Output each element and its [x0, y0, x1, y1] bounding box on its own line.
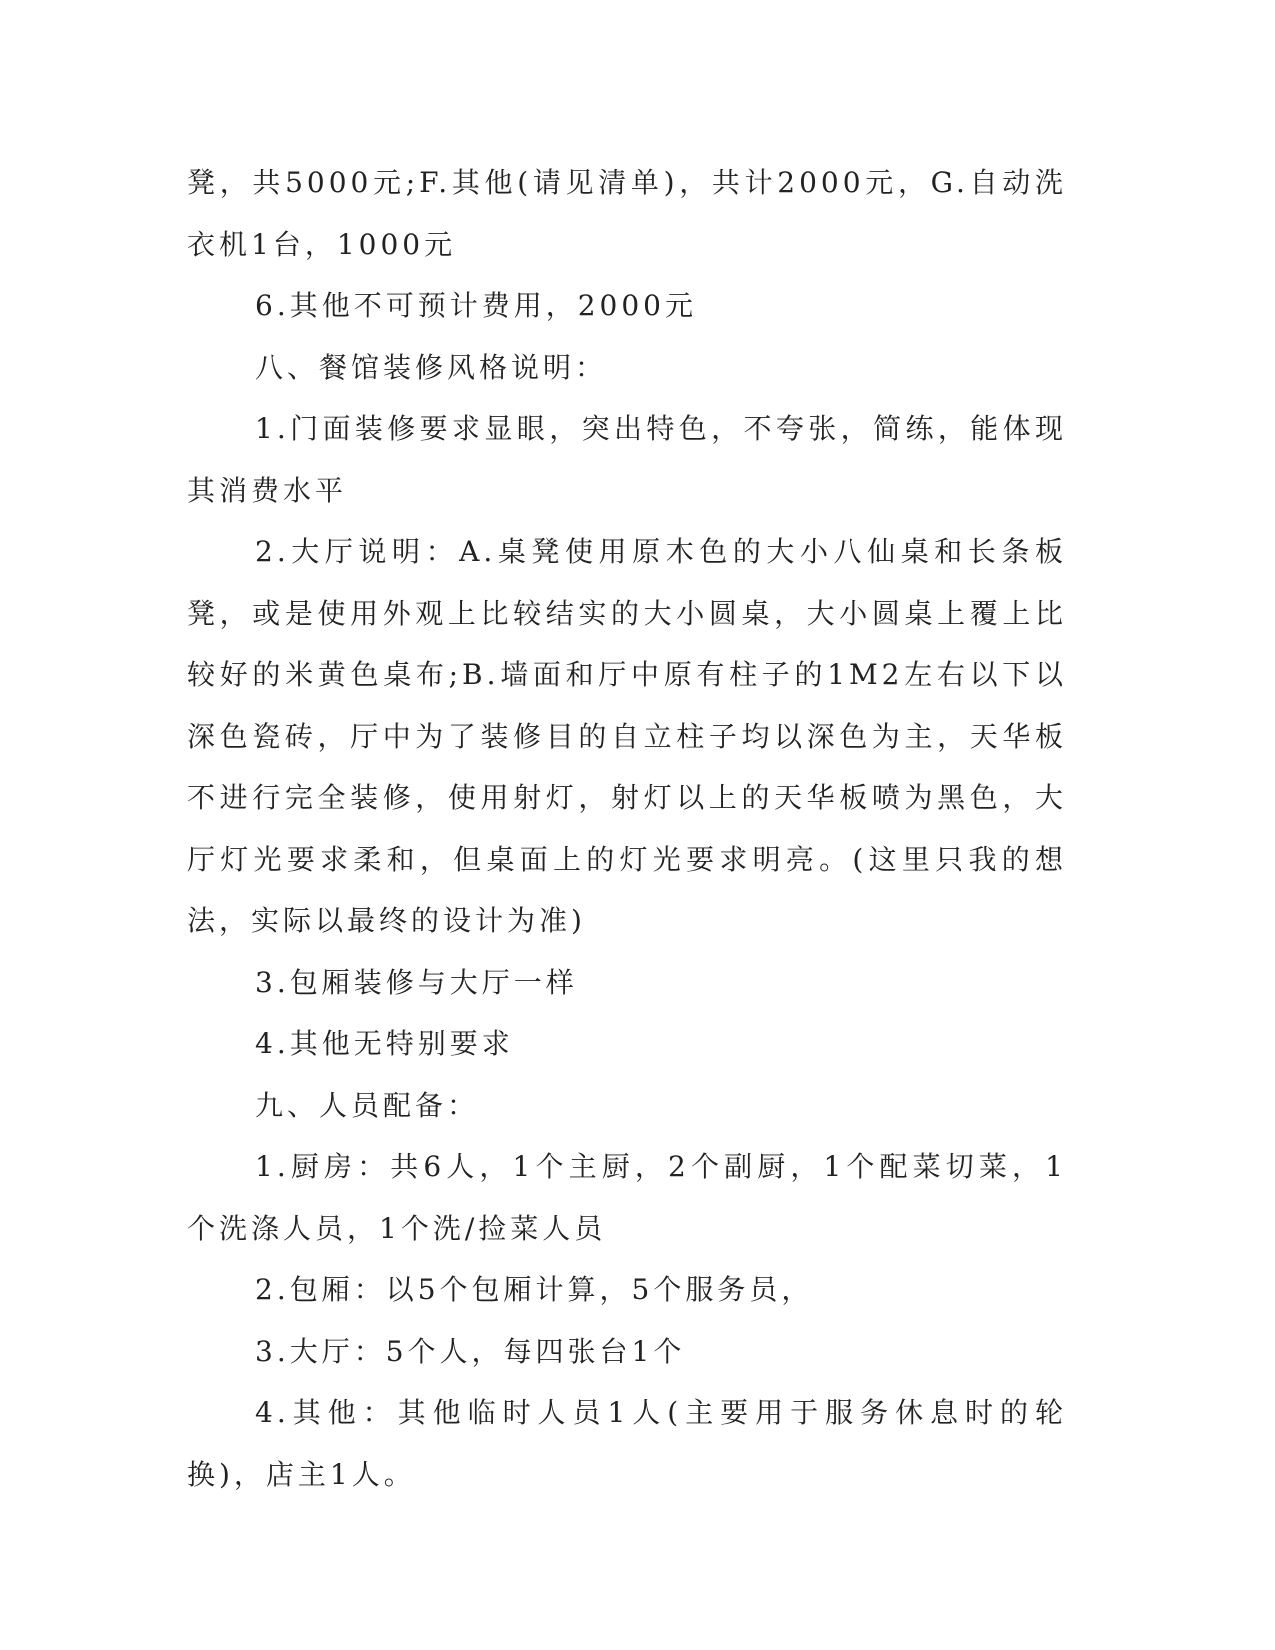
paragraph-room-staff: 2.包厢：以5个包厢计算，5个服务员， [255, 1273, 814, 1306]
document-body [187, 152, 1067, 1505]
paragraph-other-requirements: 4.其他无特别要求 [255, 1027, 514, 1060]
paragraph-hall-staff: 3.大厅：5个人，每四张台1个 [255, 1334, 686, 1368]
paragraph-storefront: 1.门面装修要求显眼，突出特色，不夸张，简练，能体现其消费水平 [187, 412, 1067, 507]
section-heading-decoration-style: 八、餐馆装修风格说明： [255, 350, 608, 384]
paragraph-kitchen-staff: 1.厨房：共6人，1个主厨，2个副厨，1个配菜切菜，1个洗涤人员，1个洗/捡菜人员 [187, 1150, 1067, 1245]
section-heading-staffing: 九、人员配备： [255, 1088, 480, 1122]
paragraph-private-rooms: 3.包厢装修与大厅一样 [255, 965, 578, 999]
paragraph-hall-description: 2.大厅说明：A.桌凳使用原木色的大小八仙桌和长条板凳，或是使用外观上比较结实的大小圆桌，大小圆桌上覆上比较好的米黄色桌布;B.墙面和厅中原有柱子的1M2左右以下以深色瓷砖，厅中为了装修目的自立柱子均以深色为主，天华板不进行完全装修，使用射灯，射灯以上的天华板喷为黑色，大厅灯光要求柔和，但桌面上的灯光要求明亮。(这里只我的想法，实际以最终的设计为准) [187, 535, 1067, 937]
paragraph-other-costs: 6.其他不可预计费用，2000元 [255, 289, 697, 322]
paragraph-equipment-cost-continued: 凳，共5000元;F.其他(请见清单)，共计2000元，G.自动洗衣机1台，1000元 [187, 166, 1067, 261]
paragraph-other-staff: 4.其他：其他临时人员1人(主要用于服务休息时的轮换)，店主1人。 [187, 1396, 1067, 1491]
